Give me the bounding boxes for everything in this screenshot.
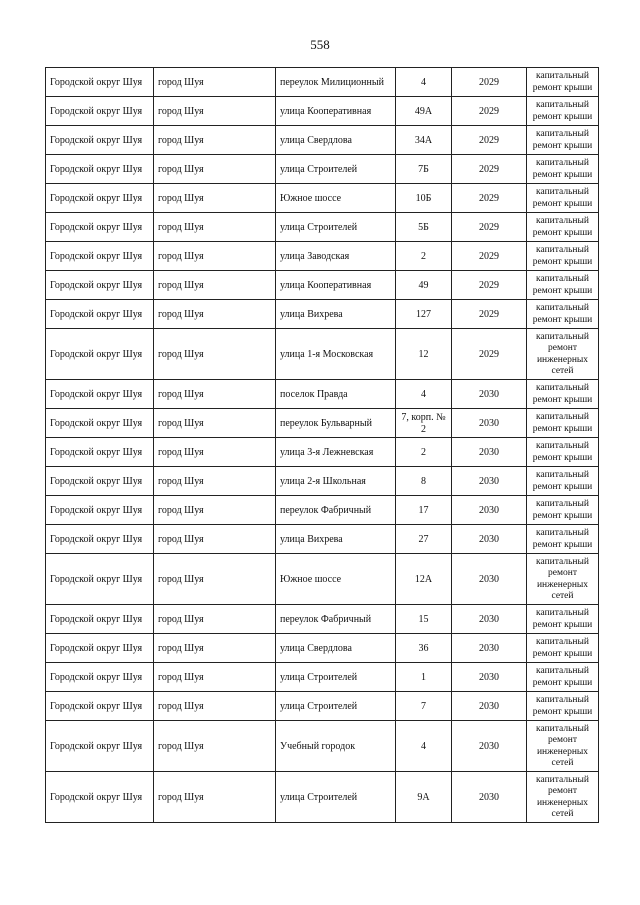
house-number-cell: 9А [396,772,452,823]
work-type-cell: капитальный ремонт крыши [527,496,599,525]
street-cell: переулок Милиционный [276,68,396,97]
house-number-cell: 27 [396,525,452,554]
house-number-cell: 2 [396,242,452,271]
street-cell: переулок Бульварный [276,409,396,438]
table-row [46,554,599,605]
street-cell: переулок Фабричный [276,496,396,525]
city-cell: город Шуя [154,213,276,242]
street-cell: Южное шоссе [276,184,396,213]
year-cell: 2030 [452,663,527,692]
work-type-cell: капитальный ремонт крыши [527,242,599,271]
house-number-cell: 5Б [396,213,452,242]
city-cell: город Шуя [154,242,276,271]
city-cell: город Шуя [154,68,276,97]
city-cell: город Шуя [154,300,276,329]
work-type-cell: капитальный ремонт крыши [527,663,599,692]
street-cell: улица Кооперативная [276,97,396,126]
district-cell: Городской округ Шуя [46,525,154,554]
city-cell: город Шуя [154,525,276,554]
street-cell: улица Строителей [276,663,396,692]
district-cell: Городской округ Шуя [46,438,154,467]
district-cell: Городской округ Шуя [46,467,154,496]
district-cell: Городской округ Шуя [46,242,154,271]
work-type-cell: капитальный ремонт инженерных сетей [527,721,599,772]
district-cell: Городской округ Шуя [46,605,154,634]
table-row [46,68,599,97]
year-cell: 2029 [452,329,527,380]
table-row [46,525,599,554]
work-type-cell: капитальный ремонт крыши [527,409,599,438]
work-type-cell: капитальный ремонт крыши [527,184,599,213]
house-number-cell: 4 [396,380,452,409]
year-cell: 2029 [452,97,527,126]
work-type-cell: капитальный ремонт инженерных сетей [527,554,599,605]
work-type-cell: капитальный ремонт крыши [527,213,599,242]
street-cell: улица Строителей [276,692,396,721]
table-row [46,155,599,184]
street-cell: улица Вихрева [276,300,396,329]
year-cell: 2029 [452,184,527,213]
city-cell: город Шуя [154,184,276,213]
year-cell: 2029 [452,68,527,97]
district-cell: Городской округ Шуя [46,213,154,242]
year-cell: 2030 [452,438,527,467]
city-cell: город Шуя [154,467,276,496]
year-cell: 2030 [452,525,527,554]
street-cell: улица Строителей [276,772,396,823]
repair-schedule-table [45,67,599,823]
district-cell: Городской округ Шуя [46,663,154,692]
street-cell: улица Кооперативная [276,271,396,300]
city-cell: город Шуя [154,97,276,126]
street-cell: переулок Фабричный [276,605,396,634]
table-row [46,496,599,525]
street-cell: поселок Правда [276,380,396,409]
table-row [46,329,599,380]
table-row [46,409,599,438]
house-number-cell: 12А [396,554,452,605]
house-number-cell: 7Б [396,155,452,184]
district-cell: Городской округ Шуя [46,496,154,525]
table-body [46,68,599,823]
district-cell: Городской округ Шуя [46,184,154,213]
house-number-cell: 4 [396,68,452,97]
table-row [46,380,599,409]
street-cell: улица Свердлова [276,126,396,155]
year-cell: 2030 [452,605,527,634]
year-cell: 2030 [452,721,527,772]
district-cell: Городской округ Шуя [46,126,154,155]
district-cell: Городской округ Шуя [46,692,154,721]
table-row [46,634,599,663]
table-row [46,97,599,126]
street-cell: улица Заводская [276,242,396,271]
house-number-cell: 34А [396,126,452,155]
work-type-cell: капитальный ремонт крыши [527,126,599,155]
year-cell: 2029 [452,126,527,155]
house-number-cell: 10Б [396,184,452,213]
page-number: 558 [310,37,330,52]
house-number-cell: 36 [396,634,452,663]
district-cell: Городской округ Шуя [46,772,154,823]
year-cell: 2029 [452,242,527,271]
city-cell: город Шуя [154,496,276,525]
city-cell: город Шуя [154,721,276,772]
table-row [46,213,599,242]
district-cell: Городской округ Шуя [46,329,154,380]
work-type-cell: капитальный ремонт крыши [527,271,599,300]
year-cell: 2030 [452,467,527,496]
city-cell: город Шуя [154,634,276,663]
city-cell: город Шуя [154,271,276,300]
year-cell: 2029 [452,213,527,242]
city-cell: город Шуя [154,409,276,438]
house-number-cell: 12 [396,329,452,380]
house-number-cell: 1 [396,663,452,692]
street-cell: улица 2-я Школьная [276,467,396,496]
house-number-cell: 7, корп. № 2 [396,409,452,438]
year-cell: 2030 [452,496,527,525]
district-cell: Городской округ Шуя [46,271,154,300]
street-cell: улица 1-я Московская [276,329,396,380]
table-row [46,300,599,329]
table-row [46,242,599,271]
street-cell: улица Строителей [276,213,396,242]
house-number-cell: 7 [396,692,452,721]
year-cell: 2030 [452,772,527,823]
house-number-cell: 49 [396,271,452,300]
work-type-cell: капитальный ремонт крыши [527,155,599,184]
year-cell: 2030 [452,692,527,721]
house-number-cell: 4 [396,721,452,772]
work-type-cell: капитальный ремонт крыши [527,467,599,496]
district-cell: Городской округ Шуя [46,97,154,126]
table-row [46,772,599,823]
district-cell: Городской округ Шуя [46,68,154,97]
street-cell: улица Свердлова [276,634,396,663]
year-cell: 2030 [452,554,527,605]
city-cell: город Шуя [154,663,276,692]
year-cell: 2030 [452,380,527,409]
year-cell: 2030 [452,409,527,438]
work-type-cell: капитальный ремонт крыши [527,68,599,97]
city-cell: город Шуя [154,605,276,634]
work-type-cell: капитальный ремонт инженерных сетей [527,772,599,823]
city-cell: город Шуя [154,554,276,605]
year-cell: 2029 [452,271,527,300]
table-row [46,184,599,213]
district-cell: Городской округ Шуя [46,155,154,184]
table-row [46,271,599,300]
house-number-cell: 15 [396,605,452,634]
city-cell: город Шуя [154,438,276,467]
district-cell: Городской округ Шуя [46,554,154,605]
table-row [46,126,599,155]
work-type-cell: капитальный ремонт крыши [527,300,599,329]
house-number-cell: 8 [396,467,452,496]
table-row [46,605,599,634]
city-cell: город Шуя [154,155,276,184]
work-type-cell: капитальный ремонт крыши [527,605,599,634]
work-type-cell: капитальный ремонт крыши [527,380,599,409]
work-type-cell: капитальный ремонт крыши [527,525,599,554]
street-cell: Южное шоссе [276,554,396,605]
city-cell: город Шуя [154,772,276,823]
district-cell: Городской округ Шуя [46,300,154,329]
table-row [46,692,599,721]
table-row [46,663,599,692]
year-cell: 2029 [452,155,527,184]
district-cell: Городской округ Шуя [46,409,154,438]
house-number-cell: 2 [396,438,452,467]
year-cell: 2030 [452,634,527,663]
house-number-cell: 127 [396,300,452,329]
city-cell: город Шуя [154,380,276,409]
district-cell: Городской округ Шуя [46,721,154,772]
city-cell: город Шуя [154,692,276,721]
street-cell: Учебный городок [276,721,396,772]
year-cell: 2029 [452,300,527,329]
street-cell: улица Вихрева [276,525,396,554]
city-cell: город Шуя [154,329,276,380]
table-row [46,438,599,467]
district-cell: Городской округ Шуя [46,380,154,409]
work-type-cell: капитальный ремонт крыши [527,634,599,663]
work-type-cell: капитальный ремонт крыши [527,692,599,721]
work-type-cell: капитальный ремонт крыши [527,438,599,467]
district-cell: Городской округ Шуя [46,634,154,663]
city-cell: город Шуя [154,126,276,155]
table-row [46,721,599,772]
work-type-cell: капитальный ремонт крыши [527,97,599,126]
work-type-cell: капитальный ремонт инженерных сетей [527,329,599,380]
house-number-cell: 17 [396,496,452,525]
street-cell: улица Строителей [276,155,396,184]
street-cell: улица 3-я Лежневская [276,438,396,467]
house-number-cell: 49А [396,97,452,126]
table-row [46,467,599,496]
